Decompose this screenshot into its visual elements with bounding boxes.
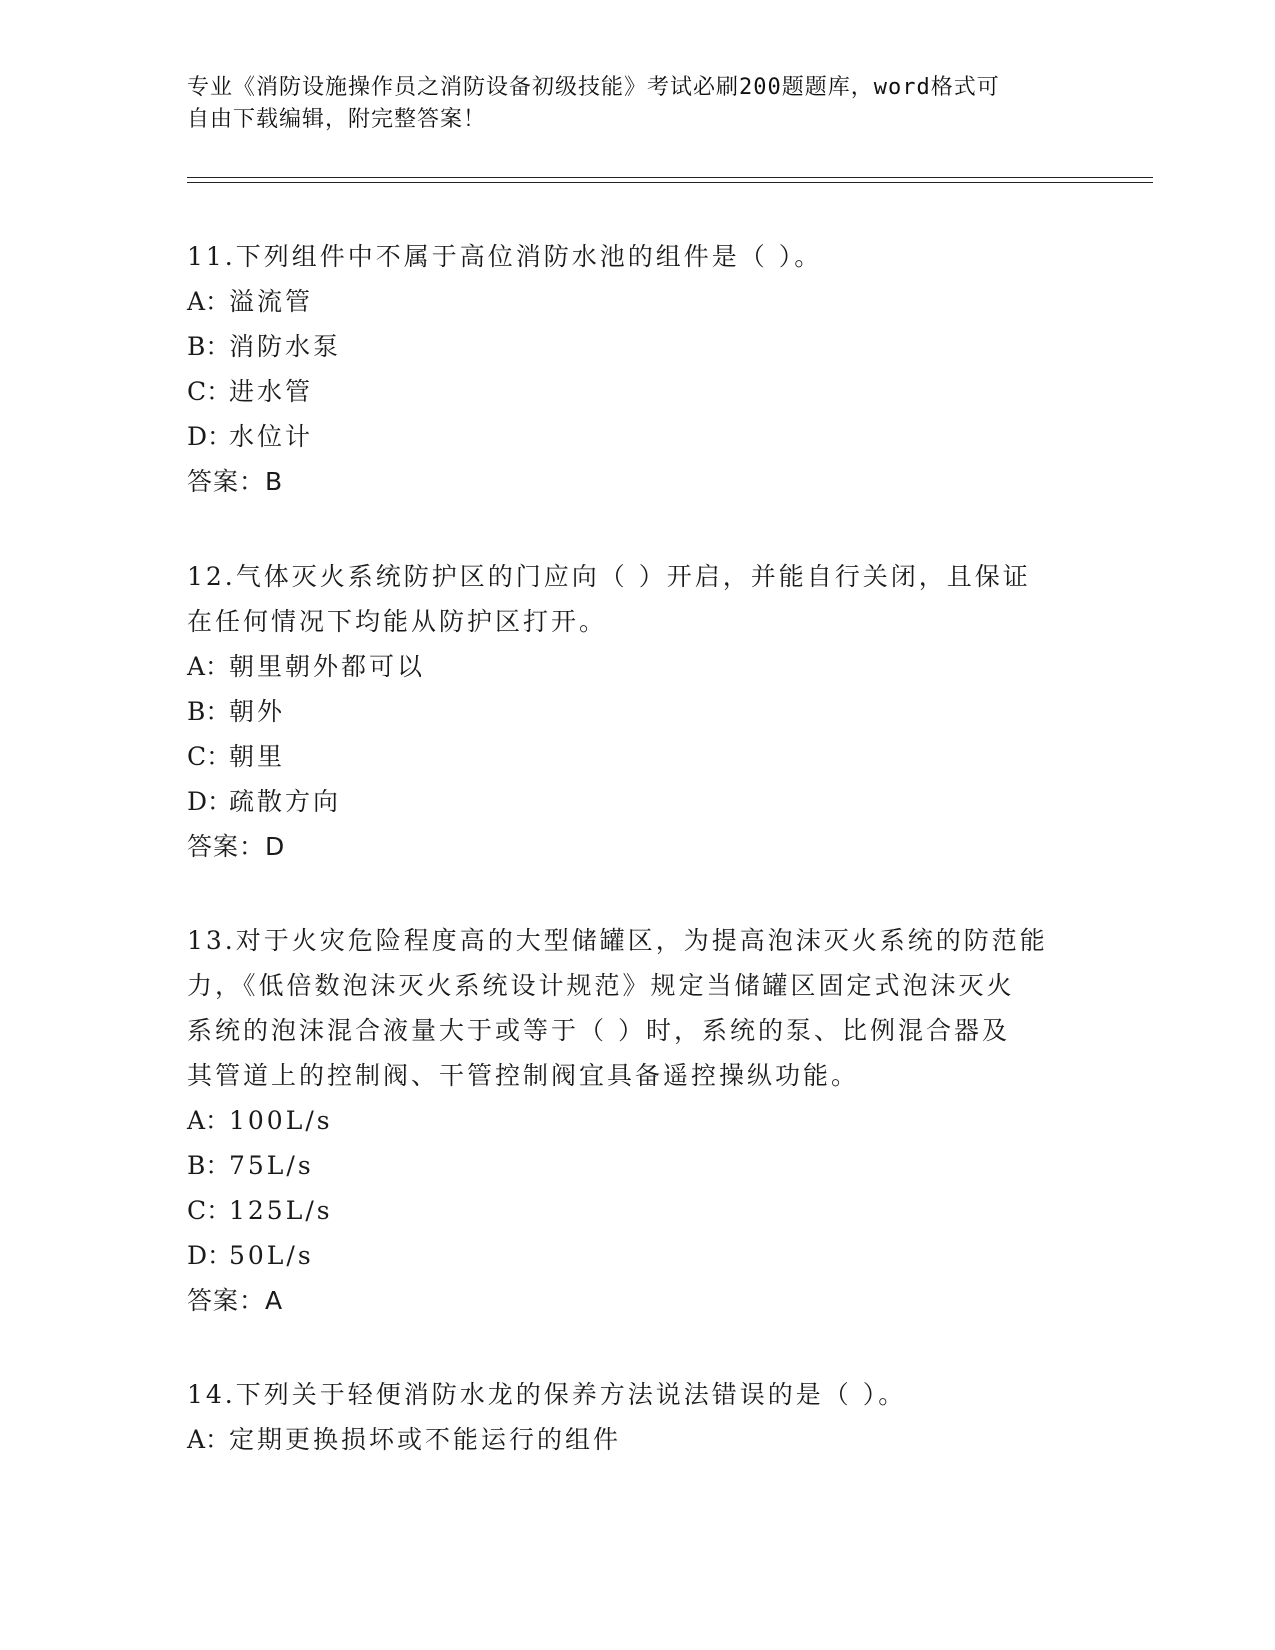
option-letter: D：	[187, 422, 233, 451]
answer-line: 答案：A	[187, 1286, 284, 1315]
question-12	[187, 554, 1087, 869]
option-d	[187, 1233, 1087, 1278]
question-stem-line: 11.下列组件中不属于高位消防水池的组件是（ ）。	[187, 242, 823, 271]
option-a	[187, 279, 1087, 324]
option-c	[187, 369, 1087, 414]
answer-line: 答案：B	[187, 467, 284, 496]
option-text: 溢流管	[229, 287, 314, 316]
option-text: 朝里朝外都可以	[229, 652, 426, 681]
option-letter: A：	[187, 652, 231, 681]
option-text: 进水管	[229, 377, 314, 406]
question-stem-line: 力，《低倍数泡沫灭火系统设计规范》规定当储罐区固定式泡沫灭火	[187, 971, 1015, 1000]
option-text: 定期更换损坏或不能运行的组件	[229, 1425, 622, 1454]
question-stem-line: 系统的泡沫混合液量大于或等于（ ）时，系统的泵、比例混合器及	[187, 1016, 1010, 1045]
option-letter: D：	[187, 1241, 233, 1270]
option-letter: C：	[187, 377, 232, 406]
option-text: 疏散方向	[229, 787, 342, 816]
option-letter: C：	[187, 742, 232, 771]
option-text: 水位计	[229, 422, 314, 451]
question-stem-line: 其管道上的控制阀、干管控制阀宜具备遥控操纵功能。	[187, 1061, 860, 1090]
header-line-2: 自由下载编辑，附完整答案！	[187, 107, 487, 132]
option-letter: B：	[187, 1151, 231, 1180]
option-b	[187, 324, 1087, 369]
option-c	[187, 734, 1087, 779]
question-stem-line: 14.下列关于轻便消防水龙的保养方法说法错误的是（ ）。	[187, 1380, 907, 1409]
question-stem-line: 12.气体灭火系统防护区的门应向（ ）开启，并能自行关闭，且保证	[187, 562, 1031, 591]
question-11	[187, 234, 1087, 504]
option-c	[187, 1188, 1087, 1233]
option-text: 100L/s	[229, 1106, 333, 1135]
option-a	[187, 644, 1087, 689]
option-text: 朝外	[229, 697, 286, 726]
document-header	[187, 72, 1067, 136]
option-b	[187, 1143, 1087, 1188]
option-letter: A：	[187, 287, 231, 316]
option-d	[187, 779, 1087, 824]
option-letter: B：	[187, 697, 231, 726]
option-letter: A：	[187, 1425, 231, 1454]
option-d	[187, 414, 1087, 459]
option-letter: D：	[187, 787, 233, 816]
option-text: 125L/s	[229, 1196, 333, 1225]
header-divider-top	[187, 177, 1153, 178]
question-13	[187, 918, 1087, 1323]
option-text: 朝里	[229, 742, 286, 771]
question-14	[187, 1372, 1087, 1462]
option-text: 75L/s	[229, 1151, 314, 1180]
option-a	[187, 1417, 1087, 1462]
option-letter: A：	[187, 1106, 231, 1135]
answer-line: 答案：D	[187, 832, 286, 861]
question-stem-line: 13.对于火灾危险程度高的大型储罐区，为提高泡沫灭火系统的防范能	[187, 926, 1048, 955]
header-line-1: 专业《消防设施操作员之消防设备初级技能》考试必刷200题题库，word格式可	[187, 75, 1000, 100]
option-a	[187, 1098, 1087, 1143]
option-text: 50L/s	[229, 1241, 314, 1270]
header-divider-bottom	[187, 182, 1153, 183]
option-text: 消防水泵	[229, 332, 342, 361]
option-letter: C：	[187, 1196, 232, 1225]
option-b	[187, 689, 1087, 734]
option-letter: B：	[187, 332, 231, 361]
question-stem-line: 在任何情况下均能从防护区打开。	[187, 607, 608, 636]
